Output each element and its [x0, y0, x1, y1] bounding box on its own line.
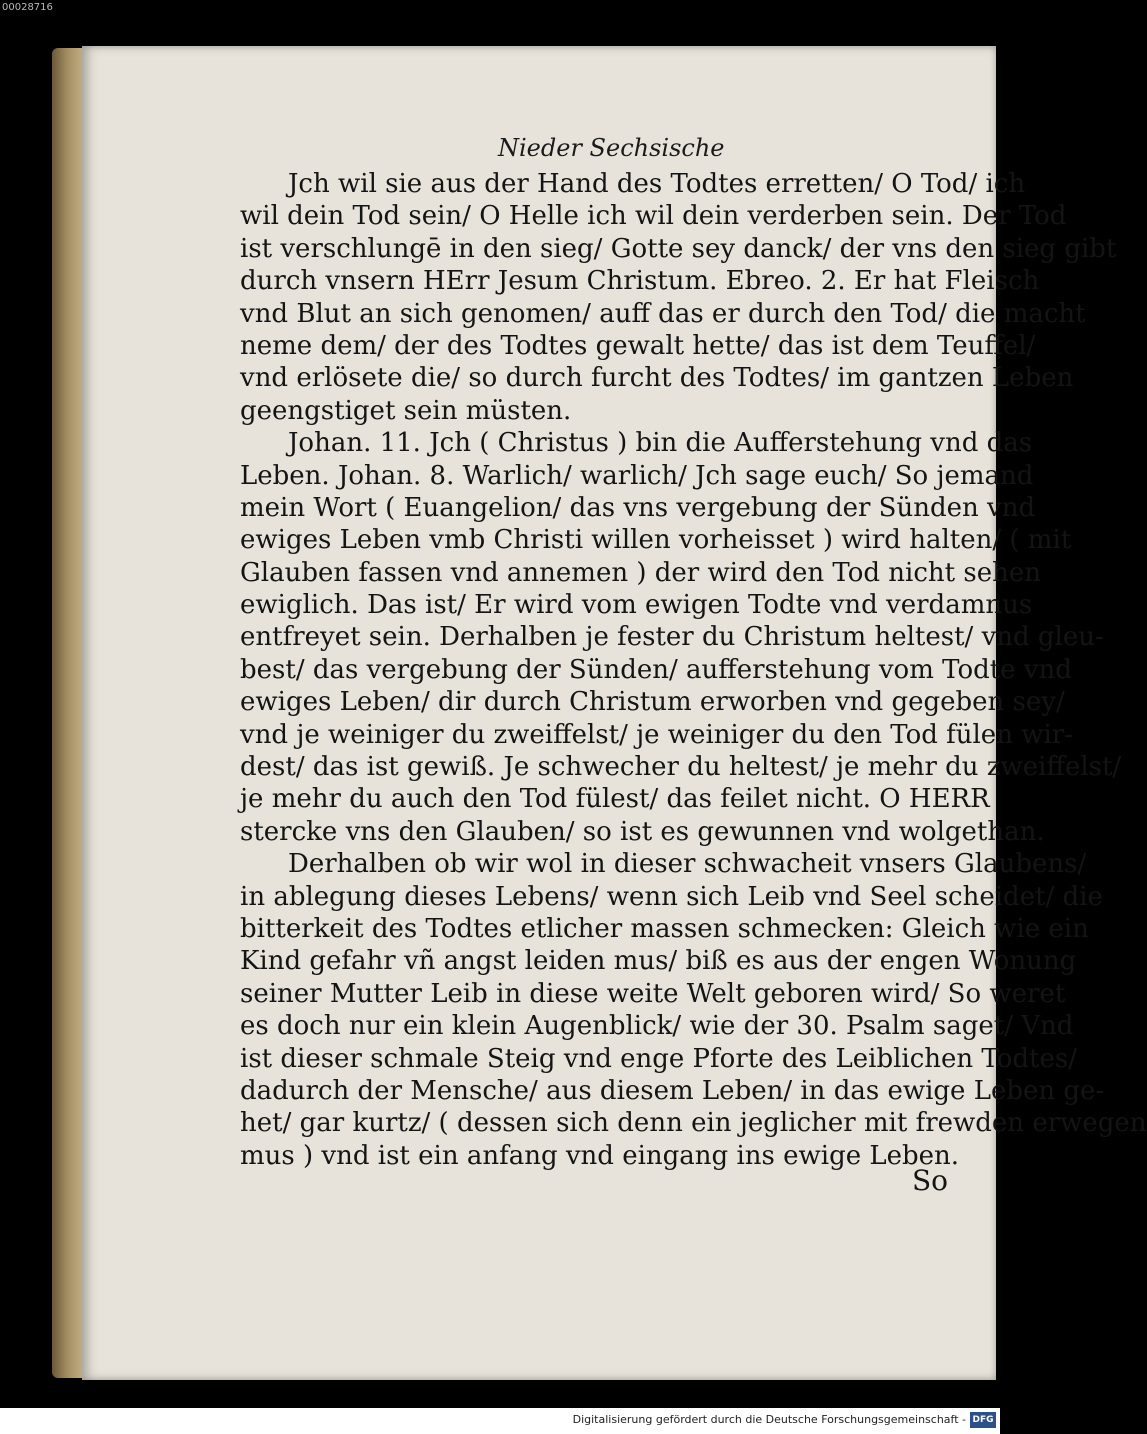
- footer-credit: Digitalisierung gefördert durch die Deutsche Forschungsgemeinschaft -: [572, 1413, 966, 1426]
- text-line: Kind gefahr vñ angst leiden mus/ biß es aus der engen Wonung: [240, 946, 1077, 977]
- text-line: in ablegung dieses Lebens/ wenn sich Leib vnd Seel scheidet/ die: [240, 881, 1103, 912]
- text-line: Leben. Johan. 8. Warlich/ warlich/ Jch sage euch/ So jemand: [240, 460, 1034, 491]
- book-edge: [52, 48, 86, 1378]
- text-line: ist verschlungē in den sieg/ Gotte sey danck/ der vns den sieg gibt: [240, 233, 1117, 264]
- text-line: Derhalben ob wir wol in dieser schwacheit vnsers Glaubens/: [288, 849, 1087, 880]
- text-line: het/ gar kurtz/ ( dessen sich denn ein jeglicher mit frewden erwegen: [240, 1108, 1147, 1139]
- scan-id: 00028716: [2, 2, 53, 13]
- text-line: neme dem/ der des Todtes gewalt hette/ das ist dem Teuffel/: [240, 330, 1036, 361]
- text-line: best/ das vergebung der Sünden/ aufferstehung vom Todte vnd: [240, 654, 1072, 685]
- footer-bar: [0, 1408, 1000, 1434]
- text-line: stercke vns den Glauben/ so ist es gewunnen vnd wolgethan.: [240, 816, 1045, 847]
- text-line: dadurch der Mensche/ aus diesem Leben/ in das ewige Leben ge-: [240, 1075, 1105, 1106]
- text-line: mein Wort ( Euangelion/ das vns vergebung der Sünden vnd: [240, 492, 1036, 523]
- running-head: Nieder Sechsische: [498, 134, 725, 162]
- text-line: ewiges Leben/ dir durch Christum erworben vnd gegeben sey/: [240, 687, 1065, 718]
- text-line: vnd erlösete die/ so durch furcht des Todtes/ im gantzen Leben: [240, 363, 1074, 394]
- text-line: Jch wil sie aus der Hand des Todtes erretten/ O Tod/ ich: [288, 169, 1026, 199]
- text-line: bitterkeit des Todtes etlicher massen schmecken: Gleich wie ein: [240, 913, 1089, 944]
- text-line: geengstiget sein müsten.: [240, 395, 572, 426]
- text-line: ewiglich. Das ist/ Er wird vom ewigen Todte vnd verdamnus: [240, 590, 1033, 621]
- text-line: es doch nur ein klein Augenblick/ wie der 30. Psalm saget/ Vnd: [240, 1011, 1074, 1042]
- text-line: vnd Blut an sich genomen/ auff das er durch den Tod/ die macht: [240, 298, 1086, 329]
- text-line: Glauben fassen vnd annemen ) der wird den Tod nicht sehen: [240, 557, 1041, 588]
- text-line: wil dein Tod sein/ O Helle ich wil dein verderben sein. Der Tod: [240, 201, 1067, 232]
- text-line: durch vnsern HErr Jesum Christum. Ebreo. 2. Er hat Fleisch: [240, 266, 1040, 297]
- text-line: Johan. 11. Jch ( Christus ) bin die Aufferstehung vnd das: [288, 428, 1033, 459]
- text-line: entfreyet sein. Derhalben je fester du Christum heltest/ vnd gleu-: [240, 622, 1104, 653]
- text-line: je mehr du auch den Tod fülest/ das feilet nicht. O HERR: [240, 784, 990, 815]
- text-line: seiner Mutter Leib in diese weite Welt geboren wird/ So weret: [240, 978, 1066, 1009]
- text-line: vnd je weiniger du zweiffelst/ je weiniger du den Tod fülen wir-: [240, 719, 1073, 750]
- text-line: ewiges Leben vmb Christi willen vorheisset ) wird halten/ ( mit: [240, 525, 1072, 556]
- catchword: So: [912, 1164, 949, 1197]
- text-line: dest/ das ist gewiß. Je schwecher du heltest/ je mehr du zweiffelst/: [240, 752, 1122, 783]
- text-line: ist dieser schmale Steig vnd enge Pforte des Leiblichen Todtes/: [240, 1043, 1077, 1074]
- dfg-logo: DFG: [970, 1412, 996, 1428]
- text-block: [240, 168, 1147, 1172]
- text-line: mus ) vnd ist ein anfang vnd eingang ins ewige Leben.: [240, 1140, 960, 1171]
